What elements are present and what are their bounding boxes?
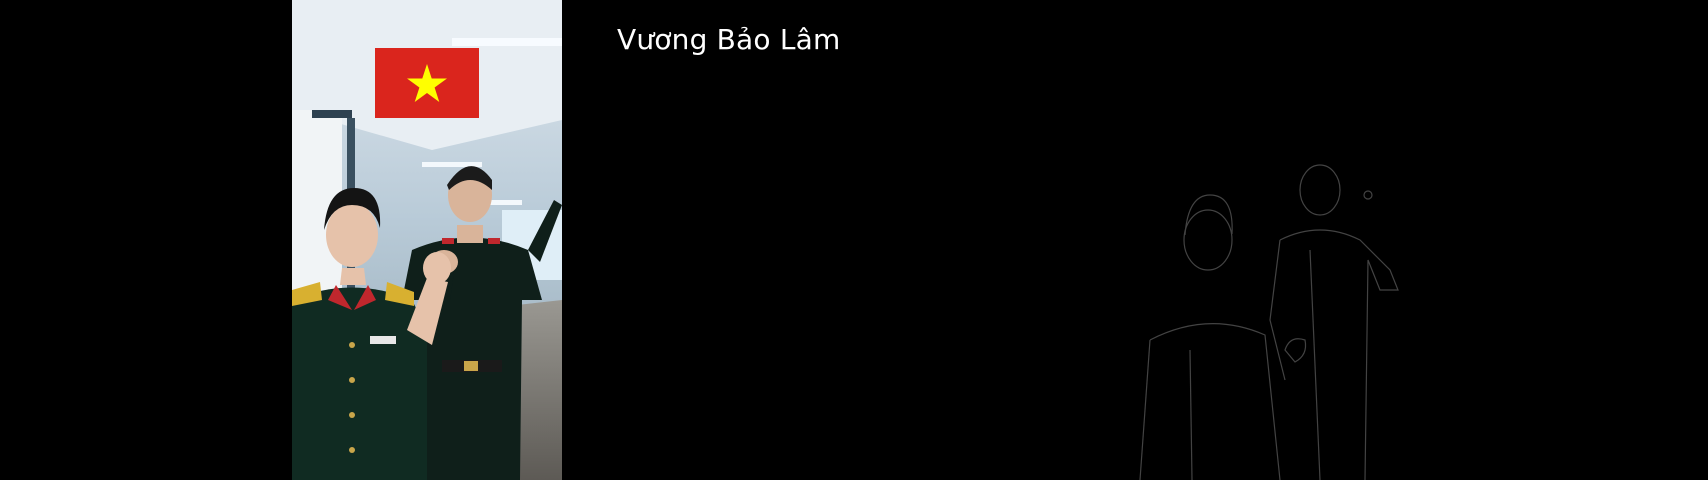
- woman-face: [326, 203, 378, 267]
- woman-uniform: [292, 288, 427, 480]
- woman-neck: [340, 268, 366, 285]
- collar-tab: [488, 238, 500, 244]
- button: [349, 377, 355, 383]
- name-tag: [370, 336, 396, 344]
- vietnam-flag-icon: [375, 48, 479, 118]
- collar-tab: [442, 238, 454, 244]
- door-frame: [312, 110, 352, 118]
- ceiling-light: [452, 38, 562, 46]
- edge-silhouette: [1130, 150, 1430, 480]
- button: [349, 412, 355, 418]
- button: [349, 342, 355, 348]
- man-neck: [457, 225, 483, 243]
- woman-fist: [423, 252, 451, 284]
- video-title-overlay: Vương Bảo Lâm: [617, 23, 841, 56]
- button: [349, 447, 355, 453]
- belt-buckle: [464, 361, 478, 371]
